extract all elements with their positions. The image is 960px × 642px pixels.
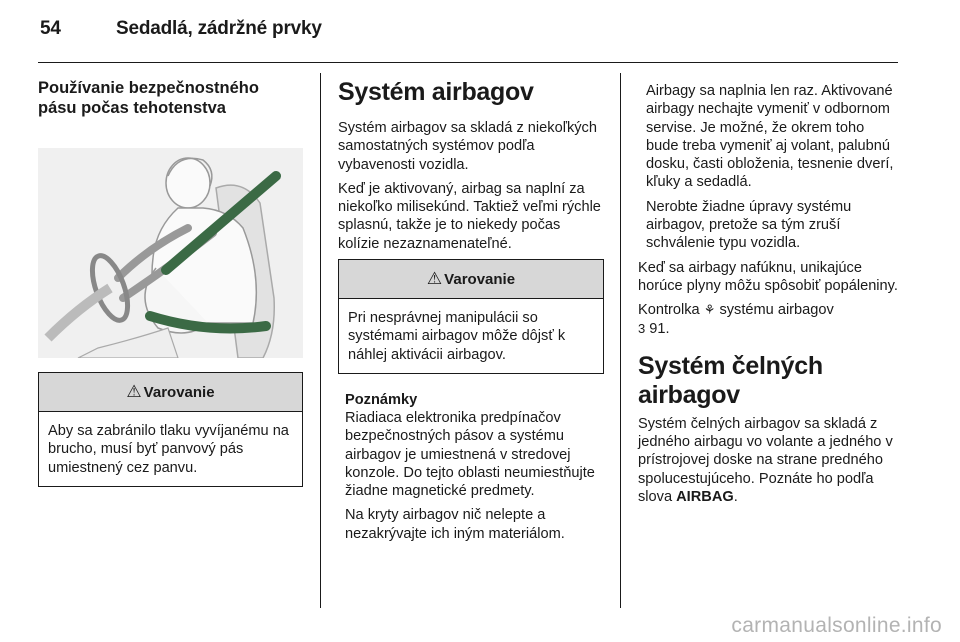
- page-reference[interactable]: 91.: [649, 320, 670, 337]
- paragraph: Systém čelných airbagov sa skladá z jedného airbagu vo volante a jedného v prístrojovej doske na strane predného spolucestujúceho. Poznáte ho podľa slova AIRBAG.: [638, 415, 893, 506]
- section-title: Sedadlá, zádržné prvky: [116, 18, 322, 39]
- warning-text: Aby sa zabránilo tlaku vyvíjanému na brucho, musí byť panvový pás umiestnený cez panvu.: [48, 423, 289, 476]
- warning-text: Pri nesprávnej manipulácii so systémami airbagov môže dôjsť k náhlej aktivácii airbagov.: [348, 310, 566, 363]
- airbag-warning-lamp-icon: ⚘: [703, 302, 716, 318]
- warning-box-pregnancy: [38, 372, 303, 487]
- note-title: Poznámky: [345, 391, 418, 408]
- warning-triangle-icon: ⚠: [126, 382, 142, 401]
- column-divider-2: [620, 73, 621, 608]
- column-divider-1: [320, 73, 321, 608]
- airbag-system-title: Systém airbagov: [338, 78, 534, 106]
- warning-header: ⚠ Varovanie: [339, 260, 603, 299]
- airbag-lamp-reference: Kontrolka ⚘ systému airbagov 3 91.: [638, 302, 834, 337]
- warning-continuation: Nerobte žiadne úpravy systému airbagov, pretože sa tým zruší schválenie typu vozidla.: [646, 198, 852, 252]
- page-number: 54: [40, 18, 61, 39]
- page-header: [40, 18, 322, 40]
- warning-box-airbag: [338, 259, 604, 374]
- airbag-word: AIRBAG: [676, 489, 734, 506]
- column-3: [638, 82, 898, 512]
- note-paragraph: Riadiaca elektronika predpínačov bezpečnostných pásov a systému airbagov je umiestnená v stredovej konzole. Do tejto oblasti neumiestňujte žiadne magnetické predmety.: [345, 409, 595, 500]
- note-paragraph: Na kryty airbagov nič nelepte a nezakrývajte ich iným materiálom.: [345, 507, 565, 542]
- column-2: [338, 78, 604, 549]
- paragraph: Keď sa airbagy nafúknu, unikajúce horúce plyny môžu spôsobiť popáleniny.: [638, 259, 898, 294]
- paragraph: Systém airbagov sa skladá z niekoľkých samostatných systémov podľa vybavenosti vozidla.: [338, 120, 597, 173]
- warning-continuation: Airbagy sa naplnia len raz. Aktivované airbagy nechajte vymeniť v odbornom servise. Je možné, že okrem toho bude treba vymeniť aj volant, palubnú dosku, časti obloženia, tesnenie dverí, kľuky a sedadlá.: [646, 83, 894, 191]
- header-rule: [38, 62, 898, 63]
- column-1: [38, 78, 303, 487]
- warning-triangle-icon: ⚠: [426, 269, 443, 289]
- warning-header: ⚠ Varovanie: [39, 373, 302, 412]
- watermark: carmanualsonline.info: [731, 614, 942, 637]
- pregnancy-belt-title: Používanie bezpečnostného pásu počas tehotenstva: [38, 79, 259, 117]
- front-airbag-title: Systém čelných airbagov: [638, 351, 823, 409]
- page-reference-arrow-icon: 3: [638, 320, 646, 336]
- paragraph: Keď je aktivovaný, airbag sa naplní za niekoľko milisekúnd. Taktiež veľmi rýchle splasnú, takže je to niekedy počas kolízie nezaznamenateľné.: [338, 180, 601, 252]
- pregnant-woman-seatbelt-illustration: [38, 148, 303, 358]
- note-block: [338, 392, 604, 543]
